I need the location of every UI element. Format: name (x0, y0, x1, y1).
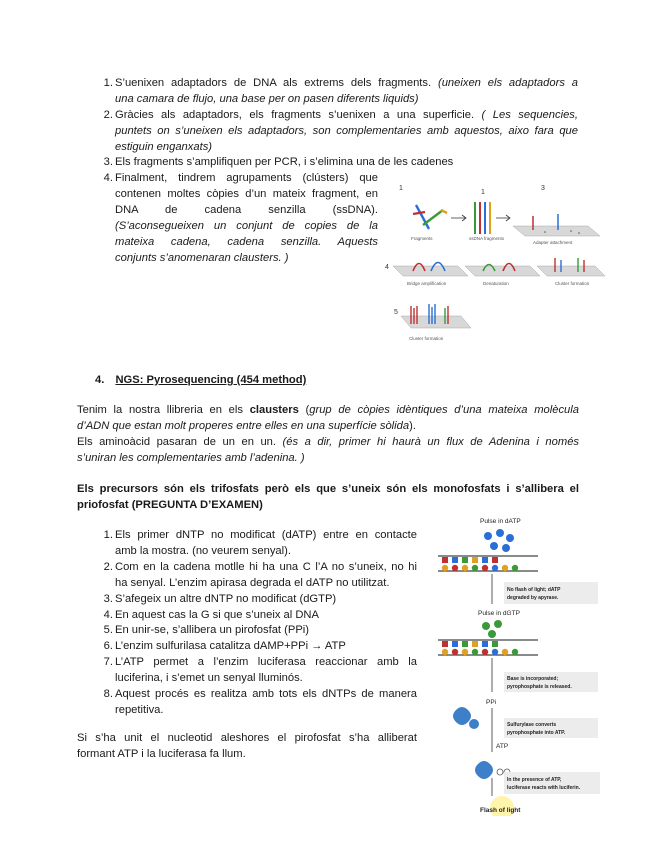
dna-template-1 (438, 556, 538, 571)
note-1-line-1: No flash of light; dATP (507, 587, 561, 593)
caption-denature: Denaturation (483, 281, 509, 286)
list-item-line: Com en la cadena motlle hi ha una C l’A no s’uneix, no hi (115, 561, 417, 573)
note-2-line-2: pyrophosphate is released. (507, 684, 572, 690)
list-item-number: 6. (103, 640, 113, 652)
list-item-line (115, 251, 378, 267)
list-item-line (115, 155, 578, 171)
text-run: puntets on s’uneixen els adaptadors, son complementaries amb aquestos, aixo fara que (115, 125, 578, 137)
section-heading (95, 373, 306, 389)
list-item-line: L’enzim sulfurilasa catalitza dAMP+PPi → ATP (115, 640, 346, 652)
text-run: Gràcies als adaptadors, els fragments s’uenixen a una superficie. (115, 109, 482, 121)
list-item-number: 3. (103, 156, 113, 168)
adapter-surface-illustration (513, 214, 600, 236)
text-run: (és a dir, primer hi haurà un flux de Adenina i només (282, 436, 580, 448)
list-item-number: 2. (103, 109, 113, 121)
caption-cluster-b: Cluster formation (409, 336, 444, 341)
list-item-number: 4. (103, 172, 113, 184)
text-run: ). (409, 420, 416, 432)
arrow-icon (451, 215, 466, 221)
list-item-line (115, 108, 578, 124)
list-item-line: En unir-se, s’allibera un pirofosfat (PPi) (115, 624, 310, 636)
note-1-line-2: degraded by apyrase. (507, 595, 559, 601)
list-item-line: Aquest procés es realitza amb tots els dNTPs de manera (115, 688, 417, 700)
paragraph-line (77, 419, 579, 435)
list-item-line: En aquest cas la G si que s’uneix al DNA (115, 609, 319, 621)
datp-molecules (484, 529, 514, 552)
bridge-surfaces-illustration (393, 258, 605, 276)
note-3-line-2: pyrophosphate into ATP. (507, 730, 566, 736)
dna-template-2 (438, 640, 538, 655)
note-3-line-1: Sulfurylase converts (507, 722, 557, 728)
list-item-line (115, 187, 378, 203)
section-number: 4. (95, 374, 105, 386)
text-run: s’uniran les complementaries amb l’adenina. ) (77, 452, 305, 464)
list-item-number: 1. (103, 77, 113, 89)
fragments-illustration (413, 205, 447, 229)
list-item-line (115, 235, 378, 251)
list-item-line: ha senyal. L’enzim apirasa degrada el dATP no utilitzat. (115, 577, 390, 589)
pyrosequencing-figure (430, 516, 610, 816)
conclusion-line-2: formant ATP i la luciferasa fa llum. (77, 748, 246, 760)
list-item-number: 3. (103, 593, 113, 605)
list-item-line: repetitiva. (115, 704, 164, 716)
ppi-label: PPi (486, 699, 497, 706)
sulfurylase-enzyme (453, 707, 479, 729)
note-4-line-1: In the presence of ATP, (507, 777, 562, 783)
paragraph-line (77, 451, 579, 467)
figure-step-1a: 1 (399, 185, 403, 192)
caption-ssdna: ssDNA fragments (469, 236, 505, 241)
list-item-number: 7. (103, 656, 113, 668)
bridge-amplification-figure (383, 176, 605, 348)
list-item-line (115, 76, 578, 92)
list-item-line: L’ATP permet a l’enzim luciferasa reaccionar amb la (115, 656, 417, 668)
text-run: ( Les sequencies, (481, 109, 578, 121)
text-run: d’ADN que estan molt properes entre elles en una superfície sòlida (77, 420, 410, 432)
list-item-line: luciferina, i s’emet un senyal lluminós. (115, 672, 303, 684)
list-item-number: 8. (103, 688, 113, 700)
section-title: NGS: Pyrosequencing (454 method) (115, 374, 307, 386)
list-item-line: amb la mostra. (no veurem senyal). (115, 545, 291, 557)
text-run: grup de còpies idèntiques d’una mateixa molècula (309, 404, 579, 416)
list-item-number: 5. (103, 624, 113, 636)
text-run: Els fragments s’amplifiquen per PCR, i s’elimina una de les cadenes (115, 156, 454, 168)
caption-bridge: Bridge amplification (407, 281, 447, 286)
text-run: (S’aconsegueixen un conjunt de copies de la (115, 220, 378, 232)
text-run: contenen moltes còpies d’un mateix fragment, en (115, 188, 378, 200)
text-run: Tenim la nostra llibreria en els (77, 404, 250, 416)
text-run: una camara de flujo, una base per on pasen diferents liquids) (115, 93, 419, 105)
pulse-dgtp-label: Pulse in dGTP (478, 610, 520, 617)
text-run: (uneixen els adaptadors a (437, 77, 579, 89)
text-run: S’uenixen adaptadors de DNA als extrems dels fragments. (115, 77, 438, 89)
list-item-number: 4. (103, 609, 113, 621)
exam-question-line-1: Els precursors són els trifosfats però els que s’uneix són els monofosfats i s’allibera el (77, 483, 579, 495)
list-item-line (115, 124, 578, 140)
flash-of-light-label: Flash of light (480, 807, 521, 814)
paragraph-line (77, 435, 579, 451)
pulse-datp-label: Pulse in dATP (480, 518, 521, 525)
text-run: ( (298, 404, 310, 416)
list-item-line (115, 219, 378, 235)
list-item-line: Els primer dNTP no modificat (dATP) entre en contacte (115, 529, 417, 541)
list-item-line (115, 203, 378, 219)
figure-step-5: 5 (394, 309, 398, 316)
atp-label: ATP (496, 743, 509, 750)
list-item-line: S’afegeix un altre dNTP no modificat (dGTP) (115, 593, 337, 605)
text-run: estiguin enganxats) (115, 141, 213, 153)
list-item-line (115, 171, 378, 187)
figure-step-3: 3 (541, 185, 545, 192)
text-run: conjunts s’anomenaran clausters. ) (115, 252, 289, 264)
text-run: Els aminoàcid pasaran de un en un. (77, 436, 283, 448)
paragraph-line (77, 403, 579, 419)
list-item-line (115, 92, 578, 108)
ssdna-illustration (475, 202, 490, 234)
caption-cluster-a: Cluster formation (555, 281, 590, 286)
arrow-icon (496, 215, 510, 221)
exam-question-line-2: priofosfat (PREGUNTA D’EXAMEN) (77, 499, 263, 511)
text-run: DNA de cadena senzilla (ssDNA). (115, 204, 378, 216)
note-2-line-1: Base is incorporated; (507, 676, 559, 682)
text-run: clausters (249, 404, 299, 416)
conclusion-line-1: Si s’ha unit el nucleotid aleshores el pirofosfat s’ha alliberat (77, 732, 417, 744)
note-4-line-2: luciferase reacts with luciferin. (507, 785, 581, 791)
figure-step-1b: 1 (481, 189, 485, 196)
figure-step-4: 4 (385, 264, 389, 271)
clusters-illustration (401, 304, 471, 328)
text-run: Finalment, tindrem agrupaments (clústers) que (115, 172, 378, 184)
caption-adapter: Adapter attachment (533, 240, 573, 245)
caption-fragments: Fragments (411, 236, 433, 241)
text-run: mateixa cadena, cadena senzilla. Aquests (115, 236, 378, 248)
list-item-line (115, 140, 578, 156)
dgtp-molecules (482, 620, 502, 638)
list-item-number: 1. (103, 529, 113, 541)
list-item-number: 2. (103, 561, 113, 573)
